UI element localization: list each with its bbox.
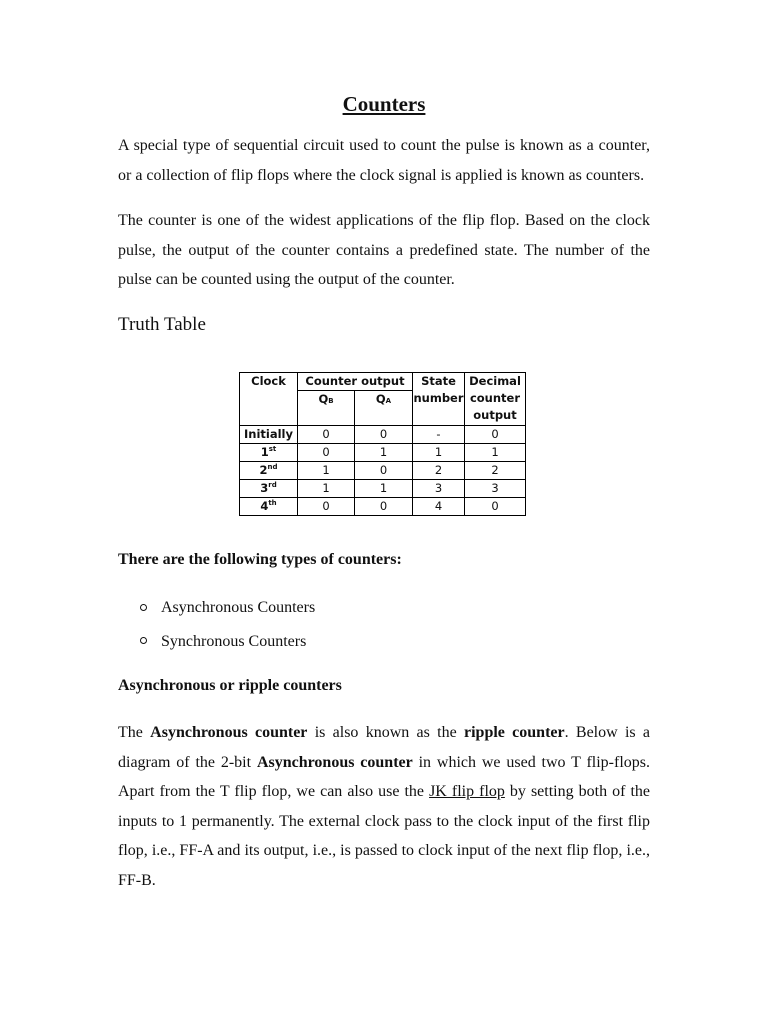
page-title: Counters	[342, 92, 426, 116]
row-label: 1st	[240, 444, 298, 462]
header-clock: Clock	[240, 373, 298, 426]
cell-decimal: 1	[465, 444, 526, 462]
header-qb-sub: B	[328, 397, 334, 405]
counter-types-heading: There are the following types of counters:	[118, 551, 402, 568]
row-label: 2nd	[240, 462, 298, 480]
row-label: 3rd	[240, 480, 298, 498]
cell-qb: 0	[298, 444, 355, 462]
cell-qa: 0	[355, 498, 413, 516]
circle-bullet-icon	[140, 604, 147, 611]
cell-qa: 1	[355, 444, 413, 462]
cell-qa: 1	[355, 480, 413, 498]
truth-table-heading: Truth Table	[118, 314, 206, 335]
cell-qa: 0	[355, 462, 413, 480]
header-qa	[355, 391, 413, 426]
cell-state: 3	[413, 480, 465, 498]
cell-decimal: 0	[465, 426, 526, 444]
cell-state: 1	[413, 444, 465, 462]
header-decimal-output: Decimal counter output	[465, 373, 526, 426]
cell-qb: 1	[298, 480, 355, 498]
header-qa-sub: A	[385, 397, 392, 405]
table-row	[240, 444, 526, 462]
table-row	[240, 426, 526, 444]
truth-table	[239, 372, 526, 516]
intro-paragraph-1: A special type of sequential circuit used to count the pulse is known as a counter, or a collection of flip flops where the clock signal is applied is known as counters.	[118, 137, 650, 184]
cell-qb: 0	[298, 498, 355, 516]
header-qb-letter: Q	[318, 392, 329, 406]
header-state-number: State number	[413, 373, 465, 426]
intro-paragraph-2: The counter is one of the widest applications of the flip flop. Based on the clock pulse, the output of the counter contains a predefined state. The number of the pulse can be counted using the output of the counter.	[118, 212, 650, 288]
cell-qb: 0	[298, 426, 355, 444]
cell-qa: 0	[355, 426, 413, 444]
cell-decimal: 0	[465, 498, 526, 516]
cell-decimal: 2	[465, 462, 526, 480]
table-row	[240, 498, 526, 516]
jk-flip-flop-link[interactable]: JK flip flop	[429, 783, 505, 800]
header-counter-output: Counter output	[298, 373, 413, 391]
cell-state: 4	[413, 498, 465, 516]
cell-qb: 1	[298, 462, 355, 480]
list-item: Synchronous Counters	[140, 629, 315, 663]
cell-decimal: 3	[465, 480, 526, 498]
cell-state: -	[413, 426, 465, 444]
row-label: 4th	[240, 498, 298, 516]
table-row	[240, 480, 526, 498]
table-row	[240, 462, 526, 480]
async-paragraph: The Asynchronous counter is also known as the ripple counter. Below is a diagram of the 2-bit Asynchronous counter in which we used two T flip-flops. Apart from the T flip flop, we can also use the JK flip flop by setting both of the inputs to 1 permanently. The external clock pass to the clock input of the first flip flop, i.e., FF-A and its output, i.e., is passed to clock input of the next flip flop, i.e., FF-B.	[118, 724, 651, 889]
list-item: Asynchronous Counters	[140, 595, 315, 629]
header-qb	[298, 391, 355, 426]
header-qa-letter: Q	[375, 392, 386, 406]
cell-state: 2	[413, 462, 465, 480]
async-heading: Asynchronous or ripple counters	[118, 677, 342, 694]
truth-table-header-row	[240, 373, 526, 391]
counter-types-list	[140, 595, 315, 662]
row-label: Initially	[240, 426, 298, 444]
circle-bullet-icon	[140, 637, 147, 644]
